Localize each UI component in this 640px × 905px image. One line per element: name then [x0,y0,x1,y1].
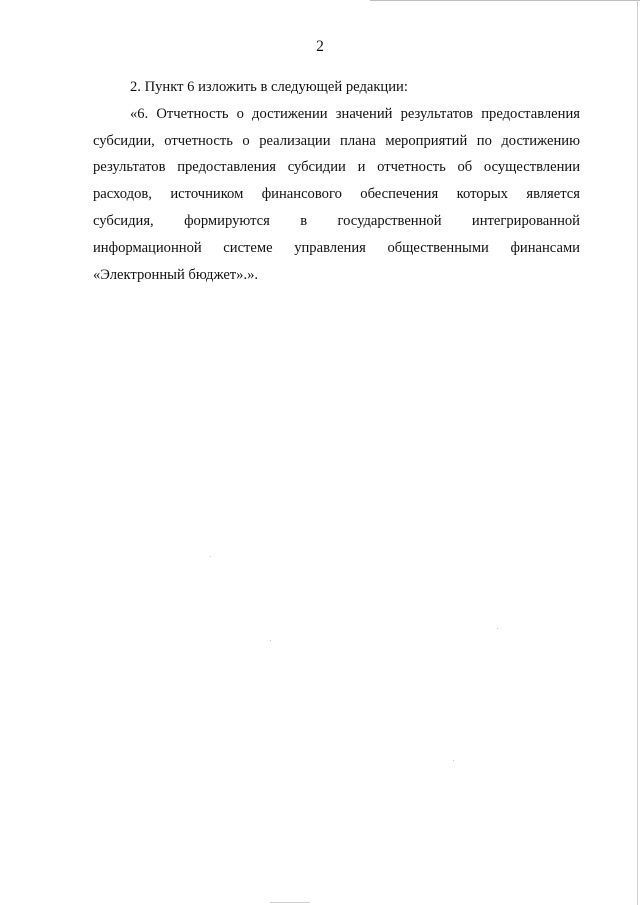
text-line: «6. Отчетность о достижении значений результатов предоставления [130,105,580,122]
text-line: субсидия, формируются в государственной интегрированной [93,212,580,229]
text-line: «Электронный бюджет».». [93,266,259,283]
scan-speck [210,556,211,557]
scan-speck [497,628,498,629]
paragraph-1-text: 2. Пункт 6 изложить в следующей редакции: [130,79,408,95]
text-line: результатов предоставления субсидии и отчетность об осуществлении [93,159,580,176]
scan-edge-top [370,0,640,1]
paragraph-amendment-intro [93,74,580,101]
paragraph-amendment-text [93,101,580,289]
text-line: расходов, источником финансового обеспечения которых является [93,186,580,203]
scan-edge-right [637,0,638,905]
scan-speck [270,640,271,641]
page-number: 2 [316,38,324,55]
document-body [93,74,580,288]
text-line: информационной системе управления общественными финансами [93,239,580,256]
text-line: субсидии, отчетность о реализации плана мероприятий по достижению [93,132,580,149]
scan-edge-bottom [270,902,310,903]
scan-speck [453,760,454,761]
